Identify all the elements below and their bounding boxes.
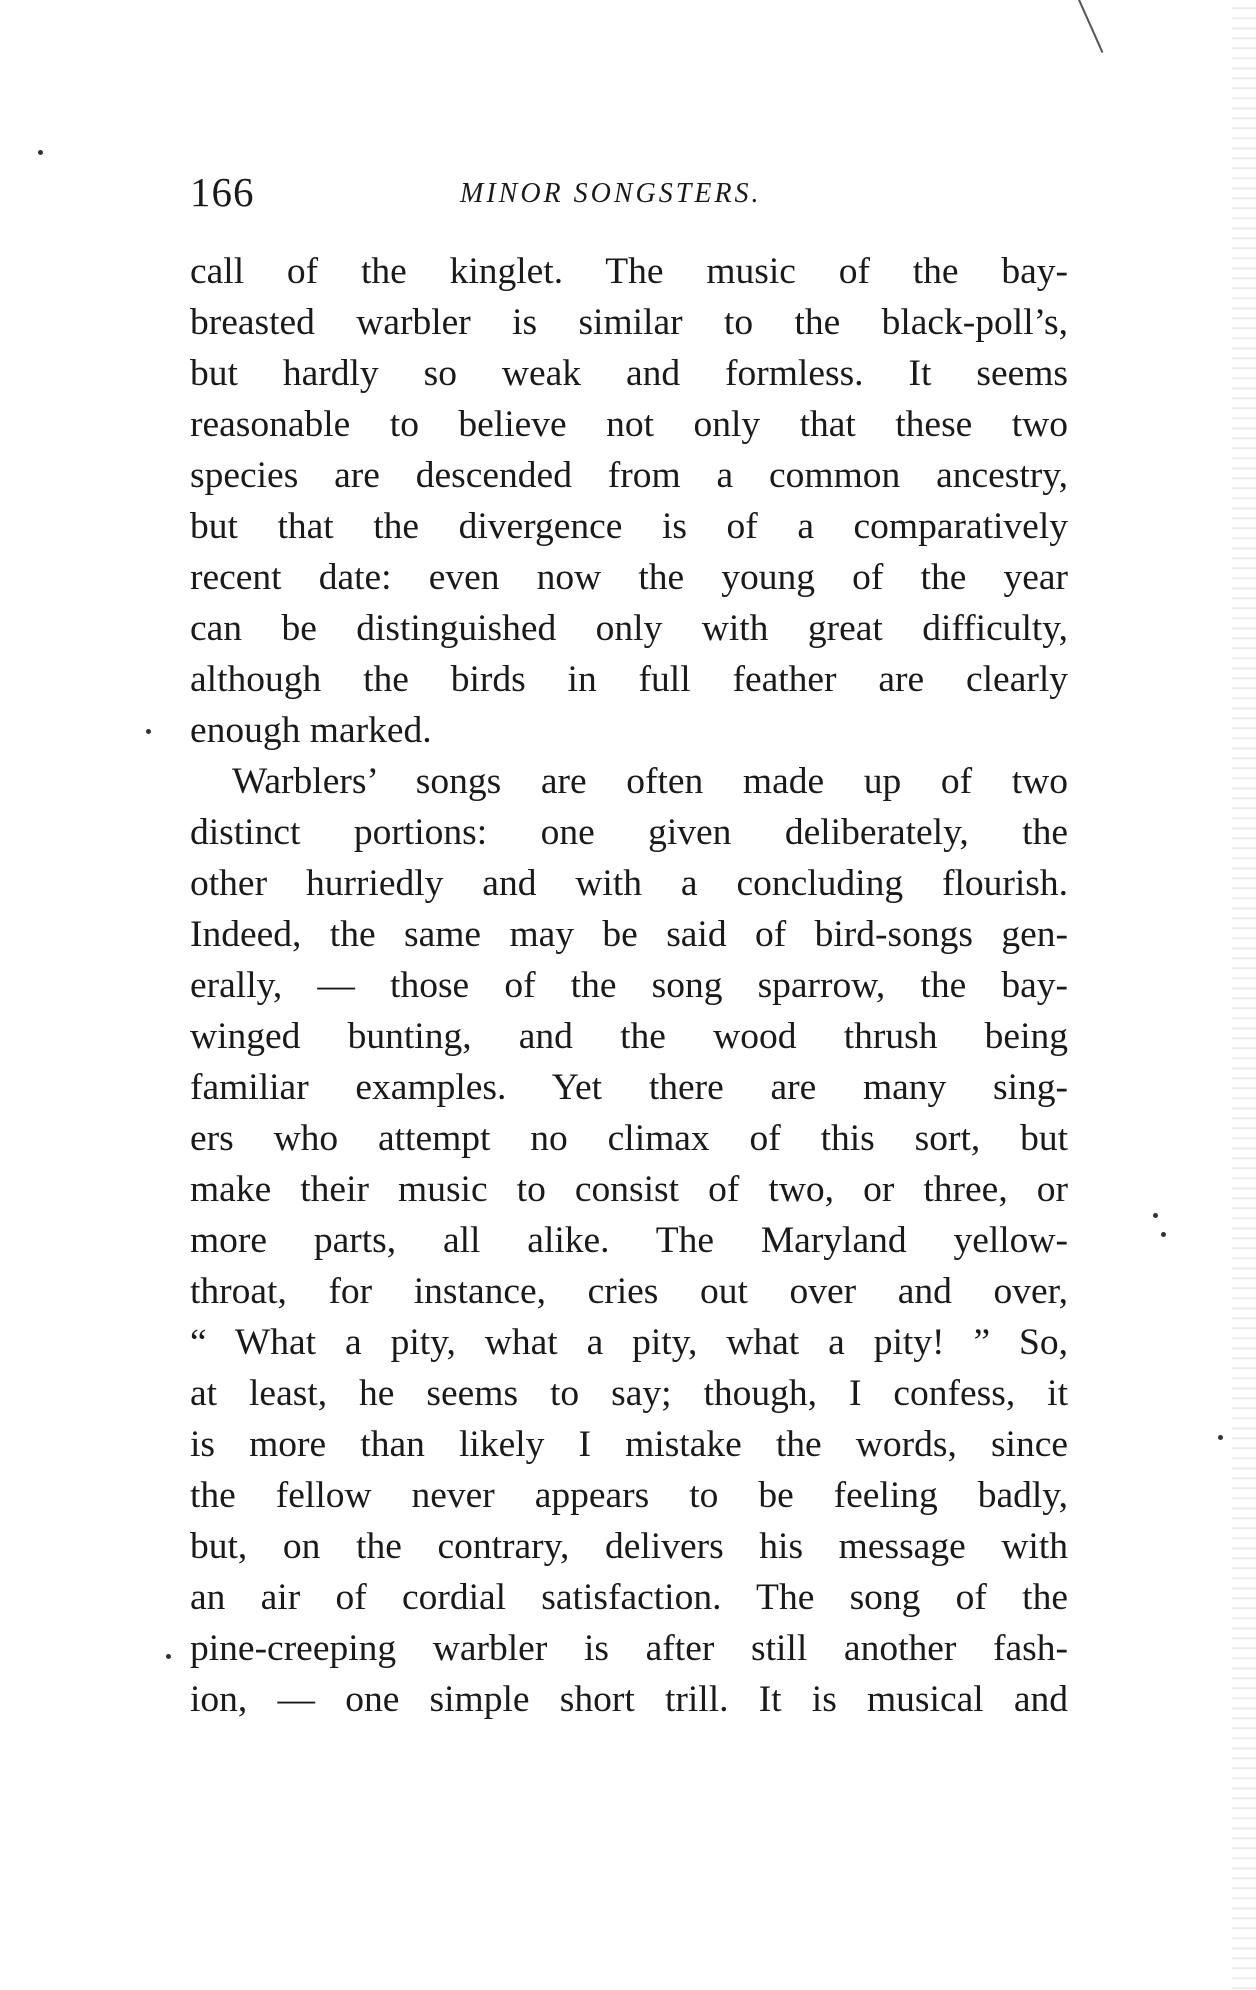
- text-line: species are descended from a common ancestry,: [190, 455, 1068, 496]
- scan-edge-speckle: [1232, 0, 1256, 1990]
- page-number: 166: [190, 169, 255, 215]
- text-line: ers who attempt no climax of this sort, but: [190, 1118, 1068, 1159]
- text-line: throat, for instance, cries out over and over,: [190, 1271, 1068, 1312]
- text-line: Indeed, the same may be said of bird-songs gen-: [190, 914, 1068, 955]
- text-line: enough marked.: [190, 710, 432, 751]
- text-line: Warblers’ songs are often made up of two: [232, 761, 1068, 802]
- text-line: but, on the contrary, delivers his message with: [190, 1526, 1068, 1567]
- text-line: “ What a pity, what a pity, what a pity! ” So,: [190, 1322, 1068, 1363]
- text-line: winged bunting, and the wood thrush being: [190, 1016, 1068, 1057]
- scan-speck: [1161, 1232, 1166, 1237]
- text-line: can be distinguished only with great difficulty,: [190, 608, 1068, 649]
- text-line: is more than likely I mistake the words, since: [190, 1424, 1068, 1465]
- text-line: but hardly so weak and formless. It seems: [190, 353, 1068, 394]
- scan-speck: [1218, 1435, 1223, 1440]
- scan-speck: [1153, 1213, 1158, 1218]
- scan-speck: [38, 150, 43, 155]
- body-text: [190, 246, 1068, 1725]
- text-line: distinct portions: one given deliberately, the: [190, 812, 1068, 853]
- scan-speck: [166, 1654, 171, 1659]
- text-line: but that the divergence is of a comparatively: [190, 506, 1068, 547]
- text-line: make their music to consist of two, or three, or: [190, 1169, 1068, 1210]
- text-line: more parts, all alike. The Maryland yellow-: [190, 1220, 1068, 1261]
- page-header: [190, 168, 1070, 218]
- text-line: an air of cordial satisfaction. The song of the: [190, 1577, 1068, 1618]
- text-line: ion, — one simple short trill. It is musical and: [190, 1679, 1068, 1720]
- text-line: familiar examples. Yet there are many sing-: [190, 1067, 1068, 1108]
- scan-edge-mark: [1078, 0, 1103, 53]
- text-line: although the birds in full feather are clearly: [190, 659, 1068, 700]
- text-line: call of the kinglet. The music of the bay-: [190, 251, 1068, 292]
- scan-speck: [146, 729, 151, 734]
- text-line: other hurriedly and with a concluding flourish.: [190, 863, 1068, 904]
- text-line: at least, he seems to say; though, I confess, it: [190, 1373, 1068, 1414]
- text-line: pine-creeping warbler is after still another fash-: [190, 1628, 1068, 1669]
- text-line: breasted warbler is similar to the black-poll’s,: [190, 302, 1068, 343]
- text-line: recent date: even now the young of the year: [190, 557, 1068, 598]
- text-line: reasonable to believe not only that these two: [190, 404, 1068, 445]
- text-line: the fellow never appears to be feeling badly,: [190, 1475, 1068, 1516]
- text-line: erally, — those of the song sparrow, the bay-: [190, 965, 1068, 1006]
- running-title: MINOR SONGSTERS.: [460, 178, 762, 209]
